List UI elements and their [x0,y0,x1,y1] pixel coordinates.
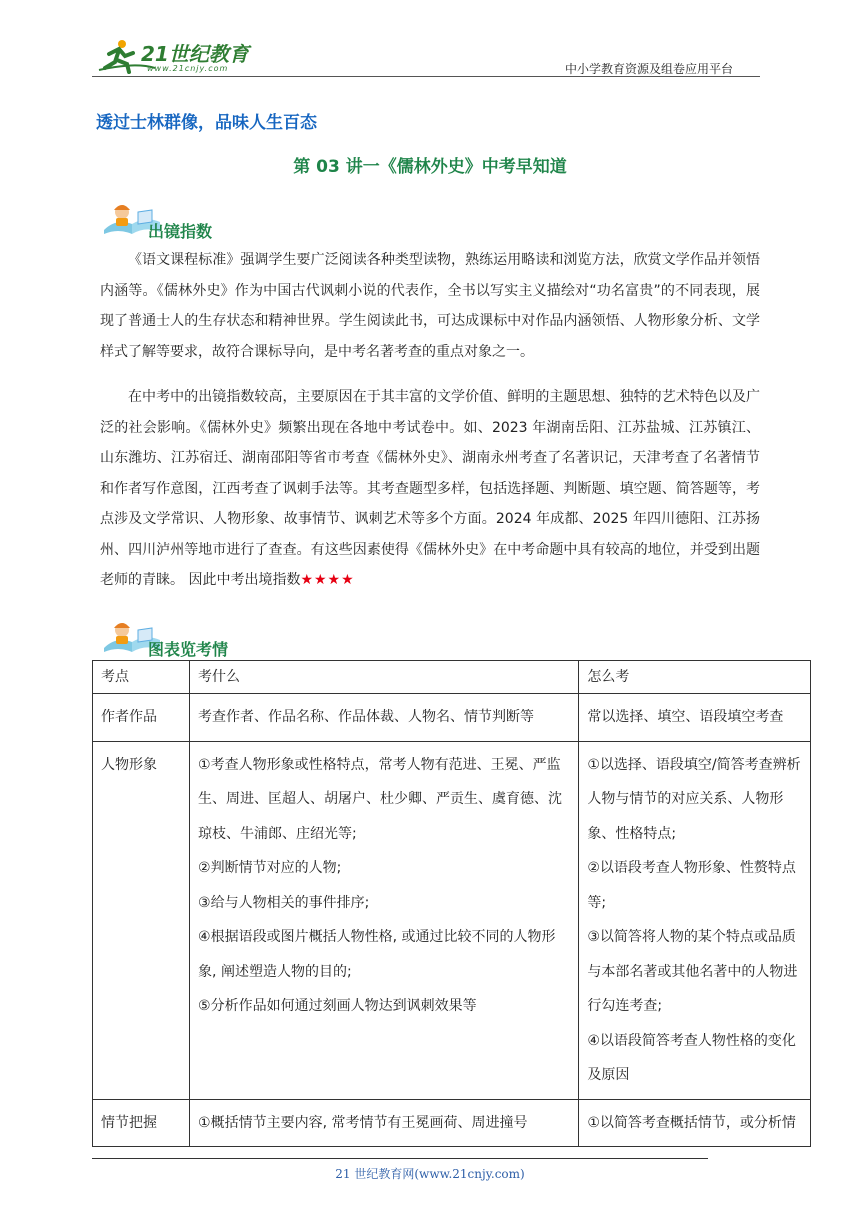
table-cell-what [190,1099,579,1147]
cell-line: ①概括情节主要内容, 常考情节有王冕画荷、周进撞号 [198,1114,528,1131]
main-title: 透过士林群像，品味人生百态 [96,113,317,133]
lecture-title: 第 03 讲一《儒林外史》中考早知道 [293,157,567,177]
cell-line: ⑤分析作品如何通过刻画人物达到讽刺效果等 [198,998,477,1014]
table-cell-point: 作者作品 [93,694,190,742]
cell-line: 考查作者、作品名称、作品体裁、人物名、情节判断等 [198,709,535,725]
cell-line: ①以简答考查概括情节，或分析情 [587,1114,796,1131]
platform-name: 中小学教育资源及组卷应用平台 [565,62,734,76]
cell-line: ①以选择、语段填空/简答考查辨析人物与情节的对应关系、人物形象、性格特点; [587,756,801,842]
cell-line: ④根据语段或图片概括人物性格, 或通过比较不同的人物形象, 阐述塑造人物的目的; [198,929,556,980]
logo-url: www.21cnjy.com [147,64,229,73]
table-cell-point: 情节把握 [93,1099,190,1147]
cell-line: ③给与人物相关的事件排序; [198,894,370,911]
table-cell-how [579,694,811,742]
cell-line: 常以选择、填空、语段填空考查 [587,709,784,725]
section-heading-exam-overview: 图表览考情 [148,640,229,659]
table-cell-what [190,741,579,1099]
cell-line: ②以语段考查人物形象、性赘特点等; [587,860,796,911]
exam-frequency-text: 在中考中的出镜指数较高，主要原因在于其丰富的文学价值、鲜明的主题思想、独特的艺术特色以及广泛的社会影响。《儒林外史》频繁出现在各地中考试卷中。如、2023 年湖南岳阳、江苏盐城、江苏镇江、山东潍坊、江苏宿迁、湖南邵阳等省市考查《儒林外史》、湖南永州考查了名著识记，天津考查了名著情节和作者写作意图，江西考查了讽刺手法等。其考查题型多样，包括选择题、判断题、填空题、简答题等，考点涉及文学常识、人物形象、故事情节、讽刺艺术等多个方面。2024 年成都、2025 年四川德阳、江苏扬州、四川泸州等地市进行了查查。有这些因素使得《儒林外史》在中考命题中具有较高的地位，并受到出题老师的青睐。 因此中考出境指数 [100,389,760,588]
table-cell-how [579,1099,811,1147]
table-row [93,741,811,1099]
table-header-cell: 怎么考 [579,661,811,694]
table-cell-point: 人物形象 [93,741,190,1099]
exam-overview-table [92,660,811,1147]
cell-line: ②判断情节对应的人物; [198,860,342,876]
cell-line: ③以简答将人物的某个特点或品质与本部名著或其他名著中的人物进行勾连考查; [587,929,798,1014]
section-heading-exposure-index: 出镜指数 [148,222,213,241]
table-header-cell: 考什么 [190,661,579,694]
intro-paragraph: 《语文课程标准》强调学生要广泛阅读各种类型读物，熟练运用略读和浏览方法，欣赏文学作品并领悟内涵等。《儒林外史》作为中国古代讽刺小说的代表作，全书以写实主义描绘对“功名富贵”的不同表现，展现了普通士人的生存状态和精神世界。学生阅读此书，可达成课标中对作品内涵领悟、人物形象分析、文学样式了解等要求，故符合课标导向，是中考名著考查的重点对象之一。 [100,252,760,360]
table-row [93,1099,811,1147]
table-row [93,694,811,742]
cell-line: ④以语段简答考查人物性格的变化及原因 [587,1032,796,1083]
exam-frequency-paragraph [100,382,760,596]
footer-text: 21 世纪教育网(www.21cnjy.com) [335,1167,525,1181]
rating-stars: ★★★★ [300,572,355,588]
table-header-cell: 考点 [93,661,190,694]
table-cell-how [579,741,811,1099]
logo-text: 21世纪教育 [141,42,249,66]
table-cell-what [190,694,579,742]
cell-line: ①考查人物形象或性格特点，常考人物有范进、王冕、严监生、周进、匡超人、胡屠户、杜少卿、严贡生、虞育德、沈琼枝、牛浦郎、庄绍光等; [198,756,563,842]
table-header-row [93,661,811,694]
footer-divider [92,1158,708,1159]
logo [95,36,260,76]
header-divider [92,76,760,77]
